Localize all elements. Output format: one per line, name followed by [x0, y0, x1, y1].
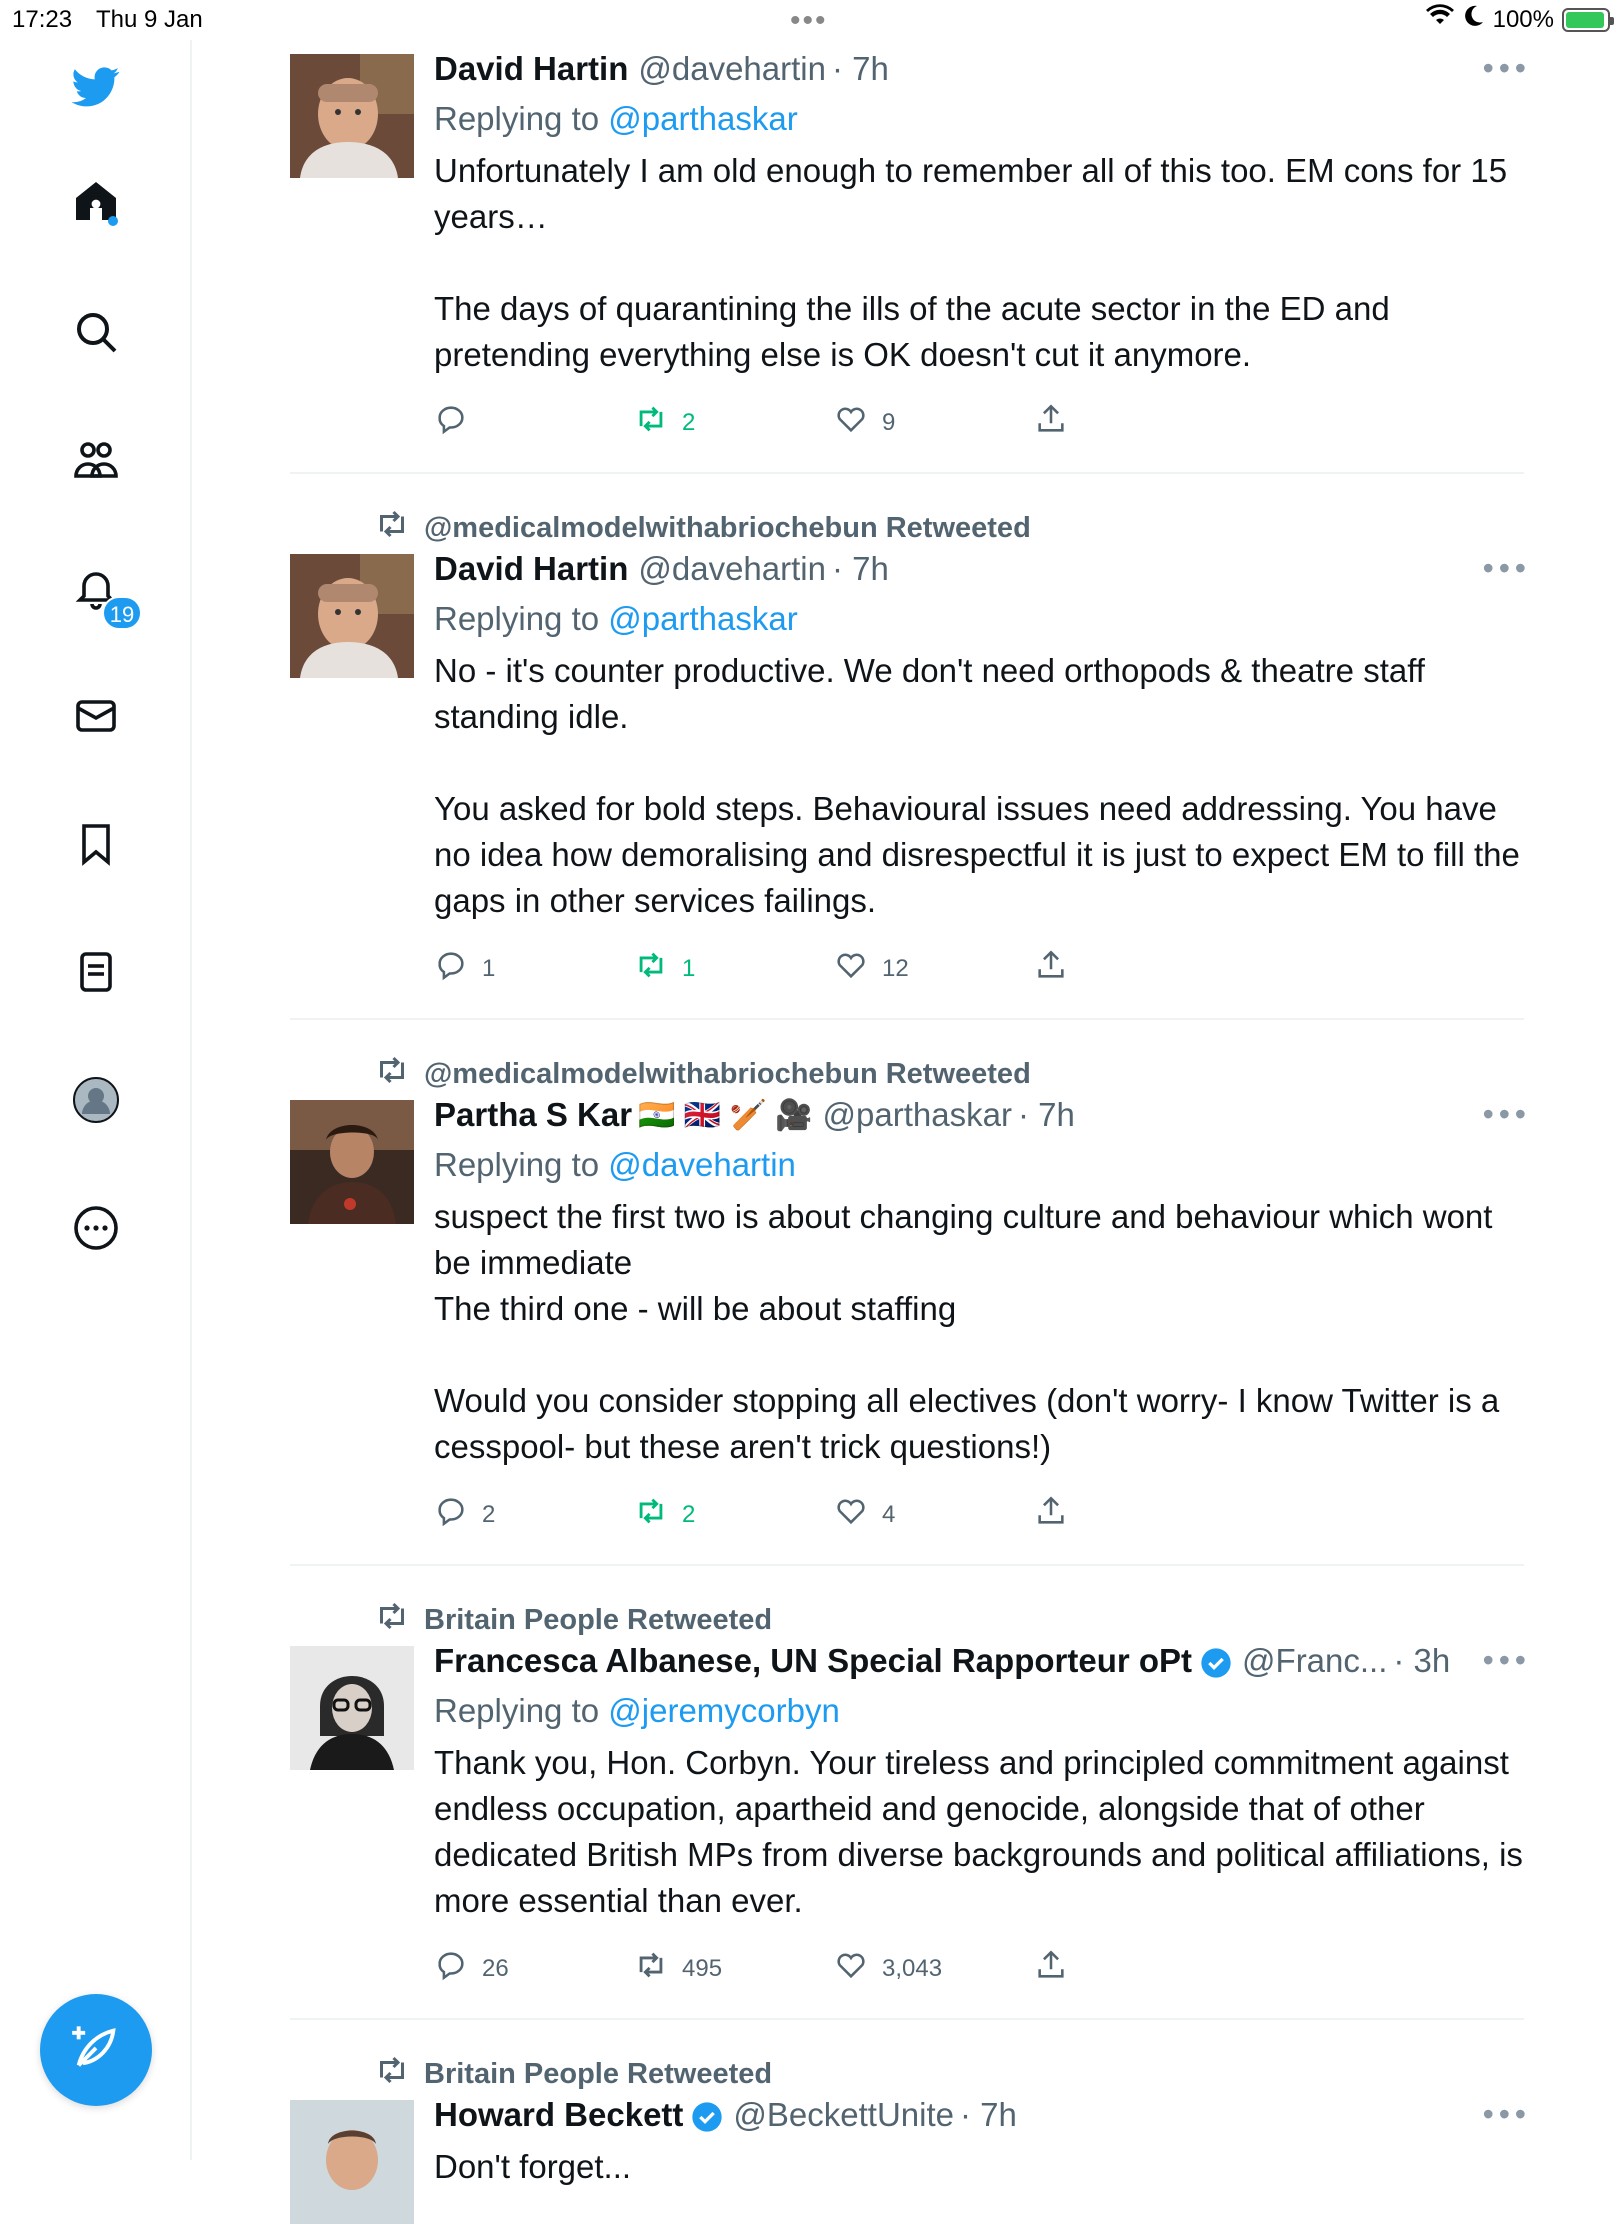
- share-button[interactable]: [1034, 1494, 1234, 1535]
- retweet-icon: [634, 402, 668, 443]
- share-icon: [1034, 1494, 1068, 1535]
- home-new-dot: [108, 216, 118, 226]
- tweet-header: [434, 50, 1524, 88]
- heart-icon: [834, 1494, 868, 1535]
- replying-to-link[interactable]: @davehartin: [608, 1146, 796, 1183]
- retweet-count: 495: [682, 1954, 723, 1982]
- tweet[interactable]: [290, 40, 1524, 474]
- tweet-text: No - it's counter productive. We don't need orthopods & theatre staff standing idle. You asked for bold steps. Behavioural issues need addressing. You have no idea how demoralising and disrespectful it is just to expect EM to fill the gaps in other services failings.: [434, 652, 1520, 919]
- reply-count: 26: [482, 1954, 509, 1982]
- share-button[interactable]: [1034, 402, 1234, 443]
- notifications-badge: 19: [102, 596, 142, 630]
- author-name[interactable]: Francesca Albanese, UN Special Rapporteur oPt: [434, 1642, 1193, 1679]
- retweet-count: 2: [682, 408, 696, 436]
- reply-icon: [434, 948, 468, 989]
- more-options-icon[interactable]: • • •: [1482, 1096, 1524, 1132]
- avatar[interactable]: [290, 554, 414, 678]
- replying-to: [434, 600, 1524, 638]
- status-indicators: [1425, 4, 1610, 35]
- tweet[interactable]: [290, 1566, 1533, 2020]
- lists-icon[interactable]: [70, 946, 122, 998]
- author-handle[interactable]: @Franc...: [1242, 1642, 1388, 1679]
- tweet-body: [434, 50, 1524, 378]
- battery-icon: [1562, 8, 1610, 32]
- moon-icon: [1463, 4, 1485, 35]
- tweet[interactable]: [290, 2020, 1524, 2200]
- author-handle[interactable]: @parthaskar: [822, 1096, 1012, 1133]
- reply-count: 1: [482, 954, 496, 982]
- tweet-body: [434, 550, 1524, 924]
- tweet-actions: [434, 948, 1234, 989]
- tweet-text: Don't forget...: [434, 2148, 632, 2185]
- more-icon[interactable]: [70, 1202, 122, 1254]
- tweet[interactable]: [290, 474, 1524, 1020]
- twitter-logo-icon[interactable]: [70, 60, 122, 112]
- retweet-icon: [634, 1494, 668, 1535]
- avatar[interactable]: [290, 2100, 414, 2224]
- avatar[interactable]: [290, 1646, 414, 1770]
- multitasking-dots[interactable]: •••: [790, 4, 828, 37]
- more-options-icon[interactable]: • • •: [1482, 50, 1524, 86]
- reply-count: 2: [482, 1500, 496, 1528]
- bookmarks-icon[interactable]: [70, 818, 122, 870]
- tweet[interactable]: [290, 1020, 1524, 1566]
- tweet-time: · 3h: [1393, 1642, 1451, 1679]
- like-count: 4: [882, 1500, 896, 1528]
- replying-to: [434, 1146, 1524, 1184]
- compose-icon: [70, 2022, 122, 2079]
- verified-badge-icon: [683, 2096, 723, 2134]
- share-button[interactable]: [1034, 1948, 1234, 1989]
- share-button[interactable]: [1034, 948, 1234, 989]
- replying-to: [434, 100, 1524, 138]
- tweet-actions: [434, 1948, 1234, 1989]
- tweet-text: Unfortunately I am old enough to remember all of this too. EM cons for 15 years… The days of quarantining the ills of the acute sector in the ED and pretending everything else is OK doesn't cut it anymore.: [434, 152, 1508, 373]
- more-options-icon[interactable]: • • •: [1482, 550, 1524, 586]
- reply-icon: [434, 1494, 468, 1535]
- avatar[interactable]: [290, 1100, 414, 1224]
- author-handle[interactable]: @BeckettUnite: [733, 2096, 954, 2133]
- like-count: 3,043: [882, 1954, 943, 1982]
- status-time: 17:23: [12, 6, 73, 33]
- retweet-icon: [374, 1052, 410, 1096]
- retweet-icon: [374, 2052, 410, 2096]
- reply-icon: [434, 1948, 468, 1989]
- retweeted-by: [374, 2052, 772, 2096]
- search-icon[interactable]: [70, 306, 122, 358]
- tweet-header: [434, 550, 1524, 588]
- status-date: Thu 9 Jan: [96, 6, 203, 33]
- tweet-header: [434, 1642, 1524, 1680]
- tweet-time: · 7h: [960, 2096, 1017, 2133]
- tweet-actions: [434, 1494, 1234, 1535]
- profile-icon[interactable]: [70, 1074, 122, 1126]
- tweet-text: Thank you, Hon. Corbyn. Your tireless and principled commitment against endless occupation, apartheid and genocide, alongside that of other dedicated British MPs from diverse backgrounds and political affiliations, is more essential than ever.: [434, 1744, 1533, 1919]
- like-button[interactable]: [834, 1494, 1034, 1535]
- retweet-count: 2: [682, 1500, 696, 1528]
- retweet-icon: [634, 1948, 668, 1989]
- messages-icon[interactable]: [70, 690, 122, 742]
- tweet-time: · 7h: [1017, 1096, 1075, 1133]
- retweet-button[interactable]: [634, 1948, 834, 1989]
- tweet-text: suspect the first two is about changing culture and behaviour which wont be immediate The third one - will be about staffing Would you consider stopping all electives (don't worry- I know Twitter is a cesspool- but these aren't trick questions!): [434, 1198, 1500, 1465]
- wifi-icon: [1425, 4, 1455, 35]
- tweet-time: · 7h: [831, 50, 889, 87]
- author-name[interactable]: Howard Beckett: [434, 2096, 684, 2133]
- author-name[interactable]: David Hartin: [434, 50, 629, 87]
- retweeted-by-text[interactable]: Britain People Retweeted: [424, 1603, 773, 1636]
- replying-to-link[interactable]: @parthaskar: [608, 600, 798, 637]
- name-emoji: 🇮🇳 🇬🇧 🏏 🎥: [638, 1098, 813, 1132]
- reply-button[interactable]: [434, 1948, 634, 1989]
- like-button[interactable]: [834, 402, 1034, 443]
- retweeted-by: [374, 1052, 1031, 1096]
- tweet-header: [434, 1096, 1524, 1134]
- avatar[interactable]: [290, 54, 414, 178]
- retweeted-by-text[interactable]: @medicalmodelwithabriochebun Retweeted: [424, 1057, 1031, 1090]
- share-icon: [1034, 1948, 1068, 1989]
- retweet-count: 1: [682, 954, 696, 982]
- tweet-body: [434, 2096, 1524, 2190]
- retweet-icon: [374, 1598, 410, 1642]
- replying-prefix: Replying to: [434, 1692, 600, 1729]
- heart-icon: [834, 402, 868, 443]
- like-count: 12: [882, 954, 909, 982]
- more-options-icon[interactable]: • • •: [1482, 2096, 1524, 2132]
- reply-button[interactable]: [434, 1494, 634, 1535]
- heart-icon: [834, 948, 868, 989]
- author-handle[interactable]: @davehartin: [638, 550, 826, 587]
- heart-icon: [834, 1948, 868, 1989]
- retweet-button[interactable]: [634, 1494, 834, 1535]
- verified-badge-icon: [1192, 1642, 1232, 1680]
- replying-to-link[interactable]: @jeremycorbyn: [608, 1692, 840, 1729]
- replying-prefix: Replying to: [434, 100, 600, 137]
- retweeted-by: [374, 1598, 772, 1642]
- like-count: 9: [882, 408, 896, 436]
- retweeted-by: [374, 506, 1031, 550]
- author-handle[interactable]: @davehartin: [638, 50, 826, 87]
- timeline-feed: [290, 40, 1533, 2200]
- retweet-icon: [634, 948, 668, 989]
- more-options-icon[interactable]: • • •: [1482, 1642, 1524, 1678]
- tweet-time: · 7h: [831, 550, 889, 587]
- share-icon: [1034, 948, 1068, 989]
- replying-to: [434, 1692, 1524, 1730]
- retweeted-by-text[interactable]: Britain People Retweeted: [424, 2057, 773, 2090]
- retweet-icon: [374, 506, 410, 550]
- battery-percent: 100%: [1492, 5, 1554, 33]
- retweet-button[interactable]: [634, 948, 834, 989]
- replying-to-link[interactable]: @parthaskar: [608, 100, 798, 137]
- communities-icon[interactable]: [70, 434, 122, 486]
- tweet-header: [434, 2096, 1524, 2134]
- share-icon: [1034, 402, 1068, 443]
- tweet-body: [434, 1096, 1524, 1470]
- reply-button[interactable]: [434, 948, 634, 989]
- compose-tweet-button[interactable]: [40, 1994, 152, 2106]
- reply-icon: [434, 402, 468, 443]
- retweeted-by-text[interactable]: @medicalmodelwithabriochebun Retweeted: [424, 511, 1031, 544]
- reply-button[interactable]: [434, 402, 634, 443]
- tweet-body: [434, 1642, 1533, 1924]
- like-button[interactable]: [834, 1948, 1034, 1989]
- like-button[interactable]: [834, 948, 1034, 989]
- replying-prefix: Replying to: [434, 1146, 600, 1183]
- sidebar-nav: [0, 40, 192, 2160]
- replying-prefix: Replying to: [434, 600, 600, 637]
- tweet-actions: [434, 402, 1234, 443]
- status-bar: [0, 0, 1620, 40]
- author-name[interactable]: Partha S Kar: [434, 1096, 633, 1133]
- author-name[interactable]: David Hartin: [434, 550, 629, 587]
- retweet-button[interactable]: [634, 402, 834, 443]
